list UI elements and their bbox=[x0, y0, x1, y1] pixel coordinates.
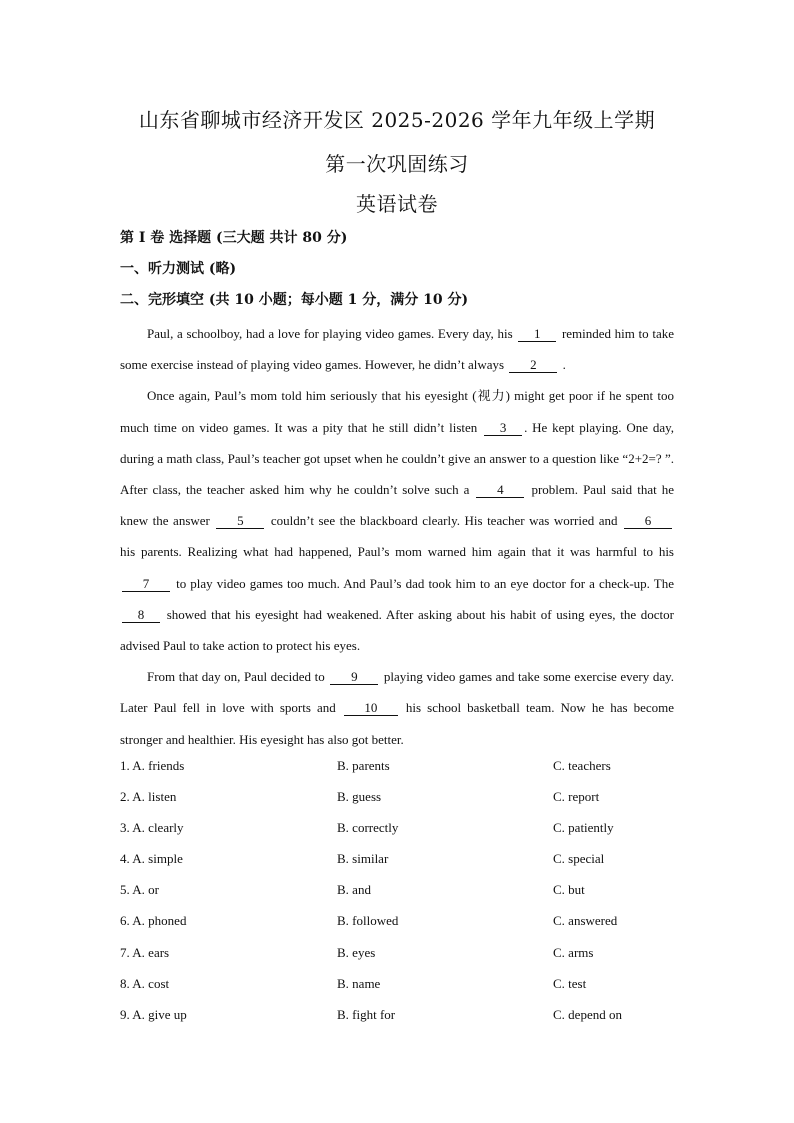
section2-heading: 二、完形填空 (共 10 小题；每小题 1 分，满分 10 分) bbox=[120, 292, 469, 308]
passage-paragraph-2 bbox=[120, 380, 674, 661]
option-c: C. arms bbox=[553, 944, 594, 960]
exam-title-line1: 山东省聊城市经济开发区 2025-2026 学年九年级上学期 bbox=[138, 108, 656, 132]
option-c: C. test bbox=[553, 975, 587, 991]
option-c: C. report bbox=[553, 789, 600, 805]
passage-text: problem. Paul said that he knew the answer bbox=[120, 482, 675, 529]
passage-text: to play video games too much. And Paul’s dad took him to an eye doctor for a check-up. The bbox=[176, 575, 674, 591]
option-b: B. correctly bbox=[337, 820, 399, 836]
blank-8: 8 bbox=[122, 607, 160, 623]
option-a: 3. A. clearly bbox=[120, 820, 184, 836]
exam-subject-title: 英语试卷 bbox=[356, 192, 438, 216]
option-b: B. name bbox=[337, 975, 381, 991]
blank-5: 5 bbox=[216, 513, 264, 529]
cloze-passage bbox=[120, 318, 674, 755]
passage-text: showed that his eyesight had weakened. After asking about his habit of using eyes, the doctor advised Paul to take action to protect his eyes. bbox=[120, 606, 674, 654]
question-row-3 bbox=[120, 814, 680, 845]
option-b: B. parents bbox=[337, 758, 390, 773]
volume-heading: 第 I 卷 选择题 (三大题 共计 80 分) bbox=[120, 230, 348, 246]
blank-6: 6 bbox=[624, 513, 672, 529]
passage-text: his school basketball team. Now he has become stronger and healthier. His eyesight has also got better. bbox=[120, 700, 675, 747]
option-c: C. patiently bbox=[553, 820, 614, 836]
passage-paragraph-3 bbox=[120, 661, 674, 755]
option-a: 2. A. listen bbox=[120, 789, 177, 805]
option-a: 7. A. ears bbox=[120, 944, 170, 960]
option-c: C. answered bbox=[553, 913, 618, 929]
question-row-8 bbox=[120, 970, 680, 1001]
option-a: 6. A. phoned bbox=[120, 913, 187, 929]
question-row-7 bbox=[120, 939, 680, 970]
passage-text: his parents. Realizing what had happened, Paul’s mom warned him again that it was harmful to his bbox=[120, 544, 674, 560]
passage-text: couldn’t see the blackboard clearly. His teacher was worried and bbox=[270, 513, 618, 529]
blank-2: 2 bbox=[509, 357, 557, 373]
option-b: B. eyes bbox=[337, 944, 376, 960]
question-row-6 bbox=[120, 907, 680, 938]
option-c: C. special bbox=[553, 851, 605, 867]
passage-text: . bbox=[562, 357, 566, 373]
option-b: B. followed bbox=[337, 913, 399, 929]
question-row-4 bbox=[120, 845, 680, 876]
option-b: B. and bbox=[337, 882, 371, 898]
option-c: C. teachers bbox=[553, 758, 611, 773]
option-b: B. guess bbox=[337, 789, 382, 805]
option-b: B. similar bbox=[337, 851, 389, 867]
question-row-5 bbox=[120, 876, 680, 907]
option-c: C. depend on bbox=[553, 1006, 622, 1022]
option-b: B. fight for bbox=[337, 1006, 396, 1022]
blank-10: 10 bbox=[344, 700, 398, 716]
blank-9: 9 bbox=[330, 669, 378, 685]
option-c: C. but bbox=[553, 882, 585, 898]
passage-paragraph-1 bbox=[120, 318, 674, 380]
blank-7: 7 bbox=[122, 576, 170, 592]
passage-text: From that day on, Paul decided to bbox=[147, 669, 325, 685]
passage-text: . He kept playing. One day, during a math class, Paul’s teacher got upset when he couldn’t give an answer to a question like “2+2=? ”. After class, the teacher asked him why he couldn’t solve such a bbox=[120, 419, 674, 498]
question-row-2 bbox=[120, 783, 680, 814]
question-row-1 bbox=[120, 752, 680, 783]
blank-4: 4 bbox=[476, 482, 524, 498]
option-a: 8. A. cost bbox=[120, 975, 170, 991]
passage-text: playing video games and take some exercise every day. Later Paul fell in love with sports and bbox=[120, 669, 675, 716]
option-a: 5. A. or bbox=[120, 882, 159, 898]
option-a: 9. A. give up bbox=[120, 1006, 187, 1022]
option-a: 4. A. simple bbox=[120, 851, 183, 867]
question-row-9 bbox=[120, 1001, 680, 1032]
blank-3: 3 bbox=[484, 420, 522, 436]
passage-text: Once again, Paul’s mom told him seriously that his eyesight (视力) might get poor if he spent too much time on video games. It was a pity that he still didn’t listen bbox=[120, 388, 674, 435]
exam-title-line2: 第一次巩固练习 bbox=[325, 152, 469, 176]
option-a: 1. A. friends bbox=[120, 758, 185, 773]
blank-1: 1 bbox=[518, 326, 556, 342]
question-options bbox=[120, 752, 680, 1032]
passage-text: Paul, a schoolboy, had a love for playing video games. Every day, his bbox=[147, 326, 513, 341]
passage-text: reminded him to take some exercise instead of playing video games. However, he didn’t always bbox=[120, 326, 674, 373]
section1-heading: 一、听力测试 (略) bbox=[120, 261, 237, 277]
